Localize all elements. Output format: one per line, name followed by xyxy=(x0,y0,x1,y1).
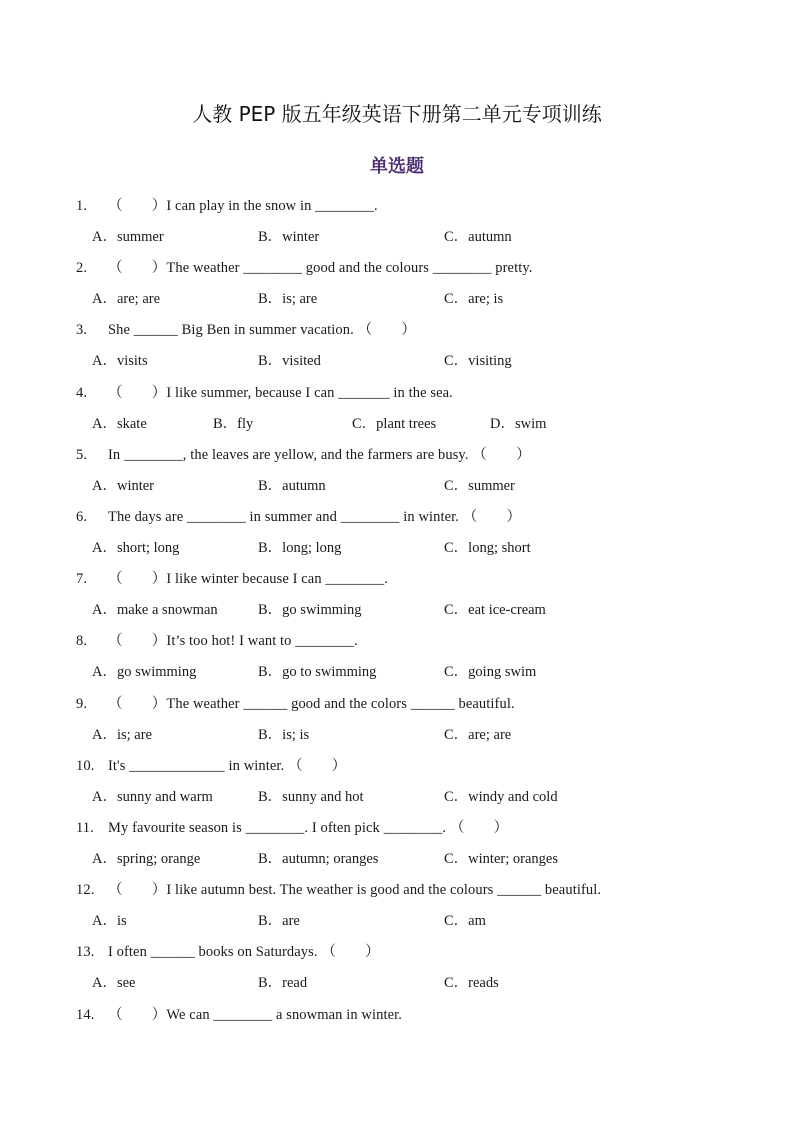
question-number: 13. xyxy=(76,944,95,961)
question-13 xyxy=(76,940,380,961)
option-c: C．visiting xyxy=(444,353,512,370)
option-a: A．go swimming xyxy=(92,664,197,681)
question-1 xyxy=(76,194,378,215)
question-number: 8. xyxy=(76,633,88,650)
option-c: C．summer xyxy=(444,477,515,494)
question-3 xyxy=(76,318,416,339)
question-number: 2. xyxy=(76,260,88,277)
option-a: A．is; are xyxy=(92,726,152,743)
question-number: 10. xyxy=(76,757,95,774)
option-a: A．skate xyxy=(92,415,147,432)
question-text: She ______ Big Ben in summer vacation. （ ） xyxy=(108,322,416,339)
option-c: C．reads xyxy=(444,975,499,992)
question-number: 14. xyxy=(76,1006,95,1023)
option-a: A．make a snowman xyxy=(92,602,218,619)
question-text: （ ）We can ________ a snowman in winter. xyxy=(108,1006,402,1023)
option-b: B．is; are xyxy=(258,291,318,308)
question-text: （ ）It’s too hot! I want to ________. xyxy=(108,633,358,650)
option-b: B．winter xyxy=(258,229,320,245)
question-6 xyxy=(76,505,521,526)
option-b: B．long; long xyxy=(258,540,342,556)
option-a: A．see xyxy=(92,975,136,992)
option-a: A．winter xyxy=(92,477,155,494)
option-c: C．winter; oranges xyxy=(444,851,558,867)
option-c: C．eat ice-cream xyxy=(444,602,546,619)
question-12 xyxy=(76,878,601,899)
option-b: B．visited xyxy=(258,353,321,370)
option-b: B．autumn; oranges xyxy=(258,851,379,867)
option-b: B．read xyxy=(258,975,308,992)
option-a: A．is xyxy=(92,913,127,930)
question-number: 3. xyxy=(76,322,88,339)
question-number: 9. xyxy=(76,695,88,712)
question-text: （ ）I can play in the snow in ________. xyxy=(108,198,378,214)
question-8 xyxy=(76,629,358,650)
page-title: 人教 PEP 版五年级英语下册第二单元专项训练 xyxy=(192,102,602,126)
option-b: B．go to swimming xyxy=(258,664,377,681)
question-text: The days are ________ in summer and ________ in winter. （ ） xyxy=(108,509,522,525)
question-text: （ ）I like summer, because I can _______ in the sea. xyxy=(108,384,453,401)
question-number: 4. xyxy=(76,384,88,401)
question-text: （ ）I like autumn best. The weather is good and the colours ______ beautiful. xyxy=(108,882,602,899)
question-9 xyxy=(76,692,515,713)
question-2 xyxy=(76,256,532,277)
question-text: I often ______ books on Saturdays. （ ） xyxy=(108,944,380,961)
question-10 xyxy=(76,754,346,775)
option-c: C．windy and cold xyxy=(444,788,558,805)
question-text: My favourite season is ________. I often pick ________. （ ） xyxy=(108,820,509,836)
option-b: B．is; is xyxy=(258,726,310,743)
question-11 xyxy=(76,816,508,837)
option-b: B．sunny and hot xyxy=(258,788,364,805)
question-number: 1. xyxy=(76,198,88,214)
question-text: In ________, the leaves are yellow, and the farmers are busy. （ ） xyxy=(108,446,531,463)
option-a: A．summer xyxy=(92,229,164,245)
option-b: B．are xyxy=(258,913,300,930)
question-text: It's _____________ in winter. （ ） xyxy=(108,757,347,774)
option-c: C．going swim xyxy=(444,664,537,681)
option-b: B．fly xyxy=(213,415,254,432)
option-b: B．go swimming xyxy=(258,602,362,619)
option-a: A．visits xyxy=(92,353,148,370)
option-c: C．long; short xyxy=(444,540,531,556)
question-number: 5. xyxy=(76,446,88,463)
question-number: 7. xyxy=(76,571,88,588)
question-4 xyxy=(76,381,453,402)
option-a: A．spring; orange xyxy=(92,851,201,867)
question-7 xyxy=(76,567,388,588)
section-heading: 单选题 xyxy=(370,156,424,177)
option-a: A．sunny and warm xyxy=(92,788,213,805)
question-text: （ ）I like winter because I can ________. xyxy=(108,571,388,588)
option-c: C．plant trees xyxy=(352,415,437,432)
option-a: A．are; are xyxy=(92,291,161,308)
option-c: C．autumn xyxy=(444,229,512,245)
option-b: B．autumn xyxy=(258,477,326,494)
option-c: C．are; are xyxy=(444,726,512,743)
question-text: （ ）The weather ______ good and the colors ______ beautiful. xyxy=(108,695,515,712)
question-text: （ ）The weather ________ good and the colours ________ pretty. xyxy=(108,260,533,277)
question-number: 6. xyxy=(76,509,88,525)
question-5 xyxy=(76,443,531,464)
option-c: C．are; is xyxy=(444,291,504,308)
question-14 xyxy=(76,1003,402,1024)
option-c: C．am xyxy=(444,913,486,930)
option-d: D．swim xyxy=(490,415,547,432)
question-number: 11. xyxy=(76,820,94,836)
question-number: 12. xyxy=(76,882,95,899)
option-a: A．short; long xyxy=(92,540,180,556)
